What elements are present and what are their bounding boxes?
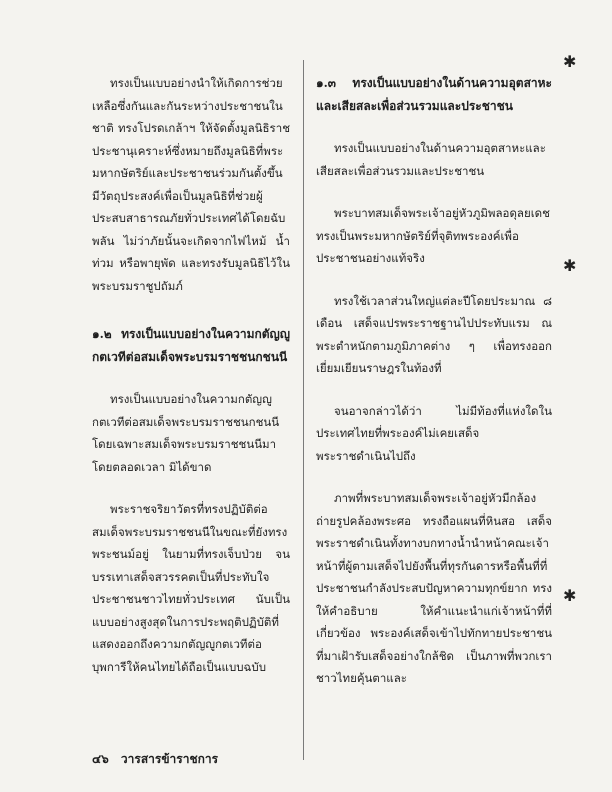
section-heading: ๑.๒ ทรงเป็นแบบอย่างในความกตัญญูกตเวทีต่อสมเด็จพระบรมราชชนกชนนี <box>92 327 290 364</box>
page-footer <box>92 750 226 769</box>
journal-title: วารสารข้าราชการ <box>120 752 219 766</box>
paragraph: ทรงเป็นแบบอย่างนำให้เกิดการช่วยเหลือซึ่งกันและกันระหว่างประชาชนในชาติ ทรงโปรดเกล้าฯ ให้จัดตั้งมูลนิธิราชประชานุเคราะห์ซึ่งหมายถึงมูลนิธิที่พระมหากษัตริย์และประชาชนร่วมกันตั้งขึ้น มีวัตถุประสงค์เพื่อเป็นมูลนิธิที่ช่วยผู้ประสบสาธารณภัยทั่วประเทศได้โดยฉับพลัน ไม่ว่าภัยนั้นจะเกิดจากไฟไหม้ น้ำท่วม หรือพายุพัด และทรงรับมูลนิธิไว้ในพระบรมราชูปถัมภ์ <box>92 76 290 293</box>
paragraph: ทรงเป็นแบบอย่างในด้านความอุตสาหะและเสียสละเพื่อส่วนรวมและประชาชน <box>316 141 546 178</box>
right-column <box>316 72 552 690</box>
column-divider <box>303 60 304 760</box>
paragraph: พระบาทสมเด็จพระเจ้าอยู่หัวภูมิพลอดุลยเดชทรงเป็นพระมหากษัตริย์ที่จุติทพระองค์เพื่อประชาชนอย่างแท้จริง <box>316 206 550 265</box>
paragraph: ทรงเป็นแบบอย่างในความกตัญญูกตเวทีต่อสมเด็จพระบรมราชชนกชนนี โดยเฉพาะสมเด็จพระบรมราชชนนีมาโดยตลอดเวลา มิได้ขาด <box>92 392 280 474</box>
bullet-icon: ✱ <box>563 52 577 71</box>
paragraph: พระราชจริยาวัตรที่ทรงปฏิบัติต่อสมเด็จพระบรมราชชนนีในขณะที่ยังทรงพระชนม์อยู่ ในยามที่ทรงเจ็บป่วย จนบรรเทาเสด็จสวรรคตเป็นที่ประทับใจประชาชนชาวไทยทั่วประเทศ นับเป็นแบบอย่างสูงสุดในการประพฤติปฏิบัติที่แสดงออกถึงความกตัญญูกตเวทีต่อบุพการีให้คนไทยได้ถือเป็นแบบฉบับ <box>92 502 290 674</box>
page-number: ๔๖ <box>92 752 109 766</box>
bullet-icon: ✱ <box>563 586 577 605</box>
section-heading: ๑.๓ ทรงเป็นแบบอย่างในด้านความอุตสาหะและเสียสละเพื่อส่วนรวมและประชาชน <box>316 76 552 113</box>
bullet-icon: ✱ <box>563 256 577 275</box>
paragraph: ทรงใช้เวลาส่วนใหญ่แต่ละปีโดยประมาณ ๘ เดือน เสด็จแปรพระราชฐานไปประทับแรม ณ พระตำหนักตามภูมิภาคต่าง ๆ เพื่อทรงออกเยี่ยมเยียนราษฎรในท้องที่ <box>316 293 552 375</box>
paragraph: ภาพที่พระบาทสมเด็จพระเจ้าอยู่หัวมีกล้องถ่ายรูปคล้องพระศอ ทรงถือแผนที่หินสอ เสด็จพระราชดำเนินทั้งทางบกทางน้ำนำหน้าคณะเจ้าหน้าที่ผู้ตามเสด็จไปยังพื้นที่ทุรกันดารหรือพื้นที่ที่ประชาชนกำลังประสบปัญหาความทุกข์ยาก ทรงให้คำอธิบาย ให้คำแนะนำแก่เจ้าหน้าที่ที่เกี่ยวข้อง พระองค์เสด็จเข้าไปทักทายประชาชนที่มาเฝ้ารับเสด็จอย่างใกล้ชิด เป็นภาพที่พวกเราชาวไทยคุ้นตาและ <box>316 491 552 685</box>
paragraph: จนอาจกล่าวได้ว่า ไม่มีท้องที่แห่งใดในประเทศไทยที่พระองค์ไม่เคยเสด็จพระราชดำเนินไปถึง <box>316 403 552 463</box>
left-column <box>92 72 290 678</box>
